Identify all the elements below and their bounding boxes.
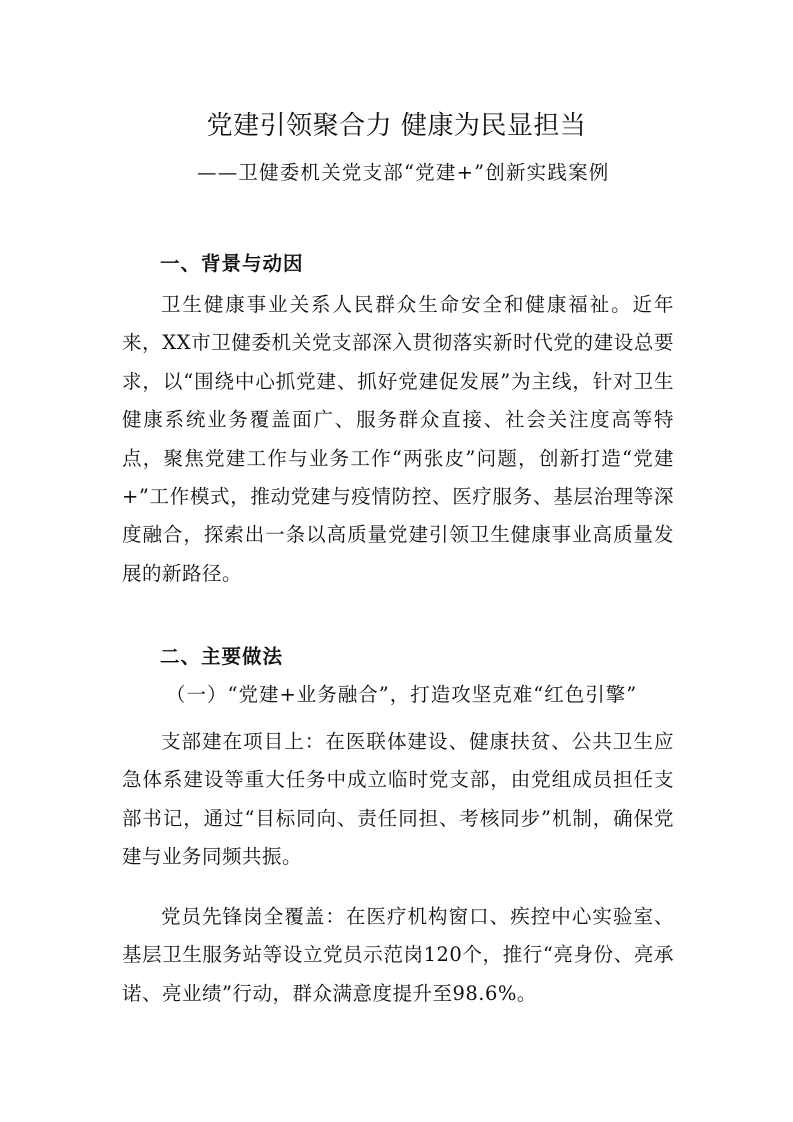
section-1-paragraph: 卫生健康事业关系人民群众生命安全和健康福祉。近年来，XX市卫健委机关党支部深入贯彻落实新时代党的建设总要求，以“围绕中心抓党建、抓好党建促发展”为主线，针对卫生健康系统业务覆盖面广、服务群众直接、社会关注度高等特点，聚焦党建工作与业务工作“两张皮”问题，创新打造“党建+”工作模式，推动党建与疫情防控、医疗服务、基层治理等深度融合，探索出一条以高质量党建引领卫生健康事业高质量发展的新路径。: [122, 293, 674, 585]
section-2-paragraph-2: 党员先锋岗全覆盖：在医疗机构窗口、疾控中心实验室、基层卫生服务站等设立党员示范岗120个，推行“亮身份、亮承诺、亮业绩”行动，群众满意度提升至98.6%。: [122, 905, 674, 1005]
document-subtitle: ——卫健委机关党支部“党建+”创新实践案例: [197, 161, 610, 184]
section-2-subheading: （一）“党建+业务融合”，打造攻坚克难“红色引擎”: [166, 683, 638, 706]
section-1-heading: 一、背景与动因: [160, 252, 304, 275]
section-2-paragraph-1: 支部建在项目上：在医联体建设、健康扶贫、公共卫生应急体系建设等重大任务中成立临时党支部，由党组成员担任支部书记，通过“目标同向、责任同担、考核同步”机制，确保党建与业务同频共振。: [122, 730, 674, 869]
section-2-heading: 二、主要做法: [160, 645, 284, 668]
document-title: 党建引领聚合力 健康为民显担当: [206, 111, 587, 141]
